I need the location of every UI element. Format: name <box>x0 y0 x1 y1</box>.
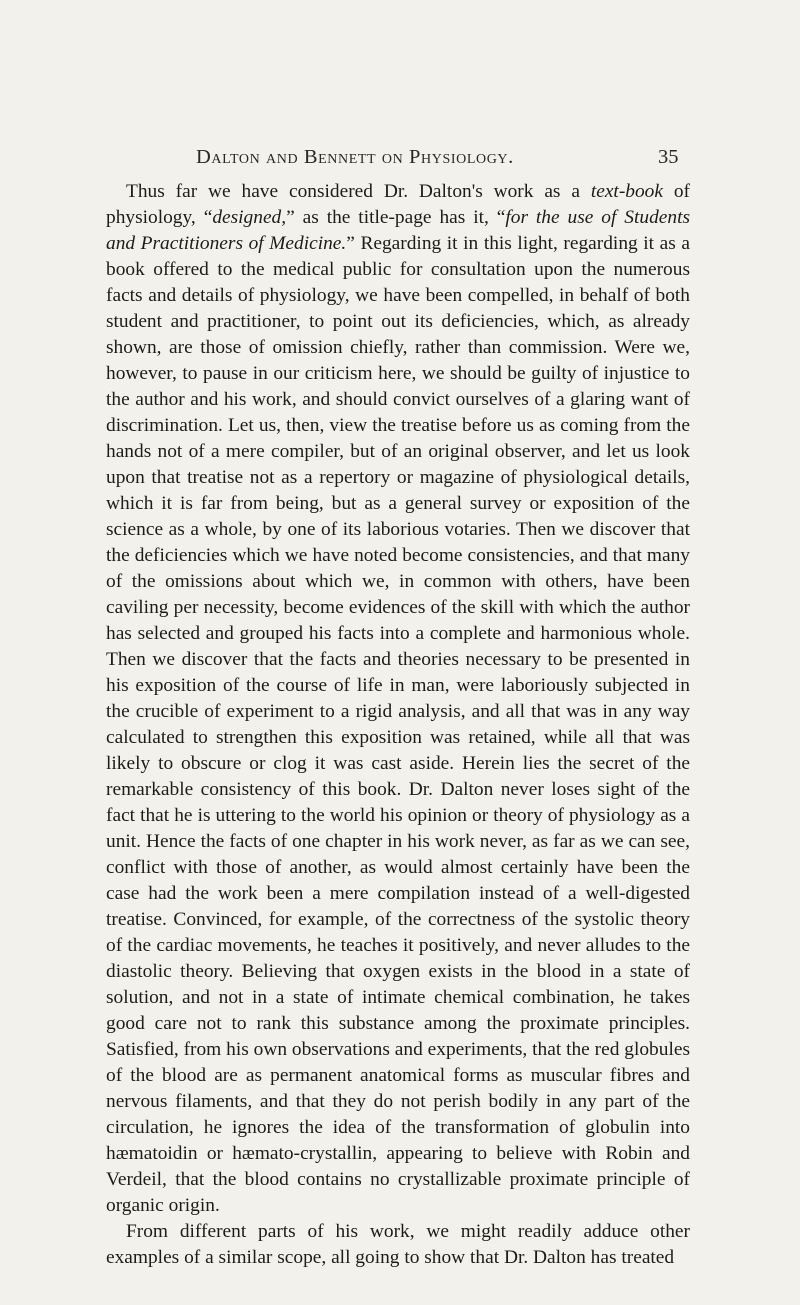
italic-text-run: text-book <box>590 181 663 202</box>
body-text <box>106 179 690 1271</box>
text-run: of physiology, “ <box>106 181 690 228</box>
text-run: ” Regarding it in this light, regarding it as a book offered to the medical public for consultation upon the numerous facts and details of physiology, we have been compelled, in behalf of both student and practitioner, to point out its deficiencies, which, as already shown, are those of omission chiefly, rather than commission. Were we, however, to pause in our criticism here, we should be guilty of injustice to the author and his work, and should convict ourselves of a glaring want of discrimination. Let us, then, view the treatise before us as coming from the hands not of a mere compiler, but of an original observer, and let us look upon that treatise not as a repertory or magazine of physiological details, which it is far from being, but as a general survey or exposition of the science as a whole, by one of its laborious votaries. Then we discover that the deficiencies which we have noted become consistencies, and that many of the omissions about which we, in common with others, have been caviling per necessity, become evidences of the skill with which the author has selected and grouped his facts into a complete and harmonious whole. Then we discover that the facts and theories necessary to be presented in his exposition of the course of life in man, were laboriously subjected in the crucible of experiment to a rigid analysis, and all that was in any way calculated to strengthen this exposition was retained, while all that was likely to obscure or clog it was cast aside. Herein lies the secret of the remarkable consistency of this book. Dr. Dalton never loses sight of the fact that he is uttering to the world his opinion or theory of physiology as a unit. Hence the facts of one chapter in his work never, as far as we can see, conflict with those of another, as would almost certainly have been the case had the work been a mere compilation instead of a well-digested treatise. Convinced, for example, of the correctness of the systolic theory of the cardiac movements, he teaches it positively, and never alludes to the diastolic theory. Believing that oxygen exists in the blood in a state of solution, and not in a state of intimate chemical combination, he takes good care not to rank this substance among the proximate principles. Satisfied, from his own observations and experiments, that the red globules of the blood are as permanent anatomical forms as muscular fibres and nervous filaments, and that they do not perish bodily in any part of the circulation, he ignores the idea of the transformation of globulin into hæmatoidin or hæmato-crystallin, appearing to believe with Robin and Verdeil, that the blood contains no crystallizable proximate principle of organic origin. <box>106 233 690 1216</box>
text-run: Thus far we have considered Dr. Dalton's work as a <box>126 181 591 202</box>
italic-text-run: designed, <box>212 207 287 228</box>
paragraph <box>106 179 690 1219</box>
text-run: ” as the title-page has it, “ <box>286 207 506 228</box>
running-head-title: Dalton and Bennett on Physiology. <box>196 146 514 168</box>
italic-text-run: for the use of Students and Practitioners of Medicine. <box>106 207 690 254</box>
paragraph <box>106 1219 690 1271</box>
text-run: From different parts of his work, we might readily adduce other examples of a similar scope, all going to show that Dr. Dalton has treated <box>106 1221 690 1268</box>
page-number: 35 <box>658 146 679 168</box>
